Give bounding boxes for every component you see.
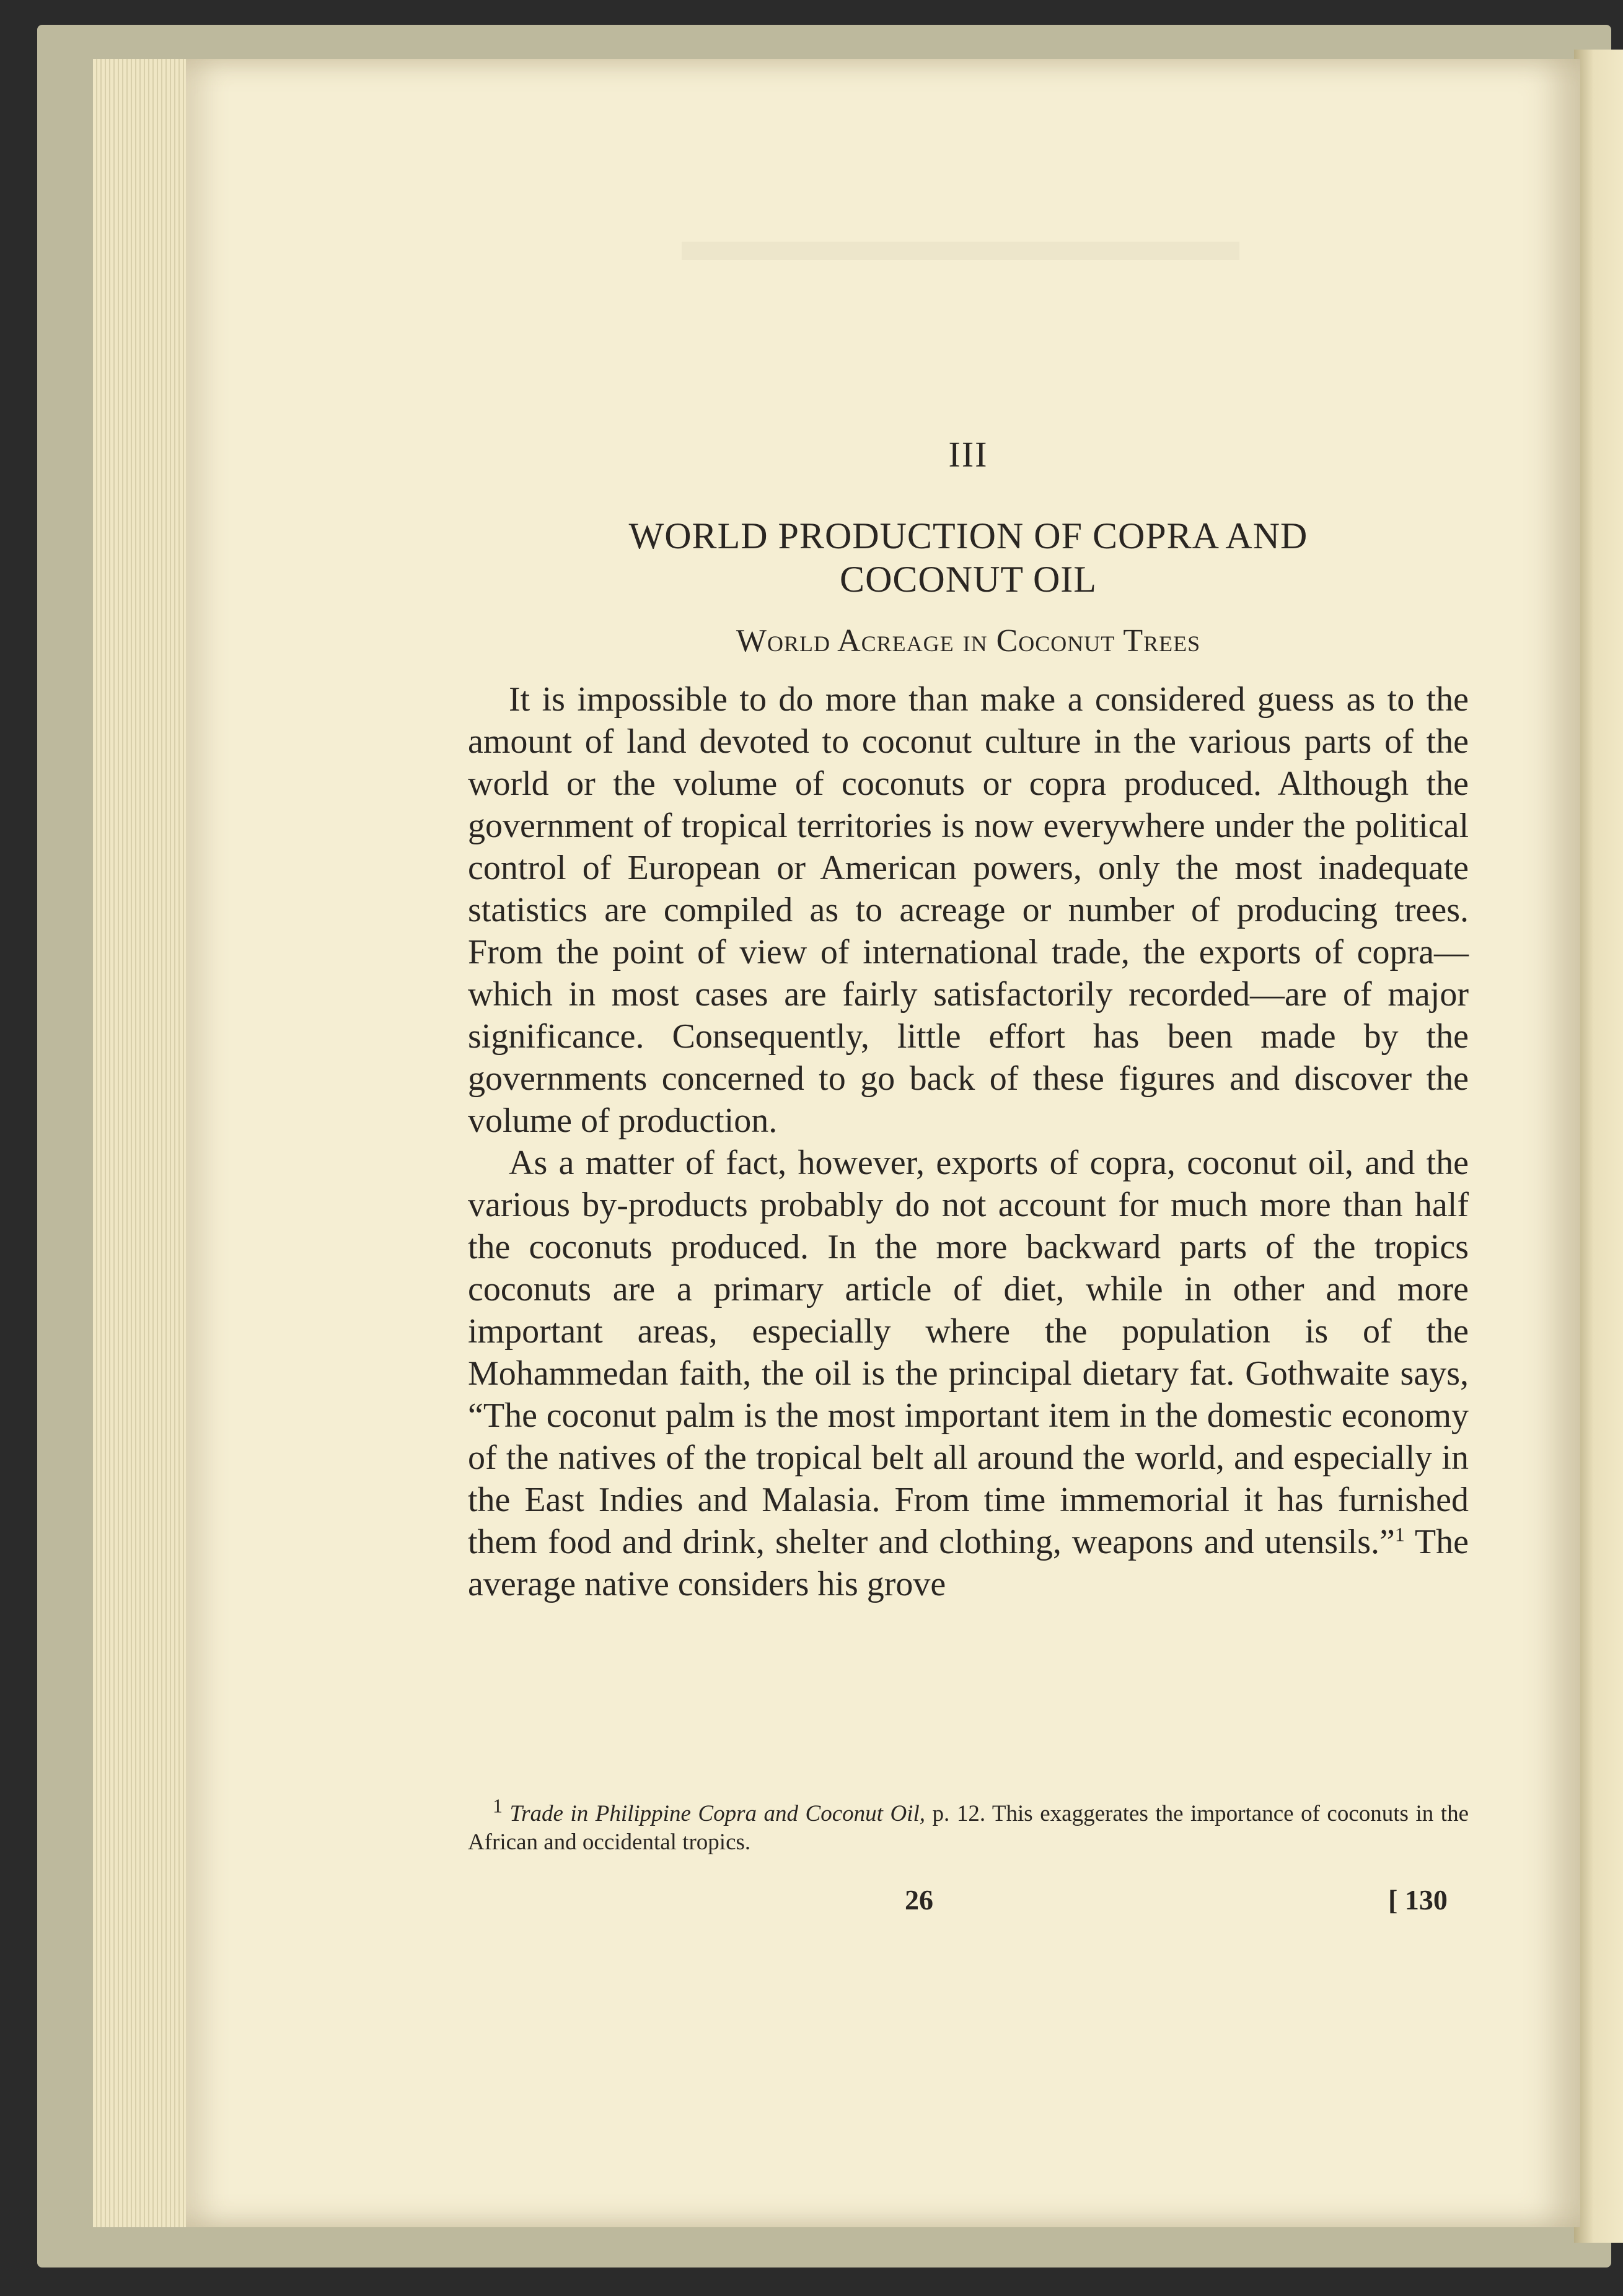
bleed-through [682, 242, 1239, 260]
paragraph-2-text: As a matter of fact, however, exports of copra, coconut oil, and the various by-products probably do not account for much more than half the coconuts produced. In the more backward parts of the tropics coconuts are a primary article of diet, while in other and more important areas, especially where the population is of the Mohammedan faith, the oil is the principal dietary fat. Gothwaite says, “The coconut palm is the most important item in the domestic economy of the natives of the tropical belt all around the world, and especially in the East Indies and Malasia. From time immemorial it has furnished them food and drink, shelter and clothing, weapons and utensils.” [468, 1144, 1469, 1561]
footnote-reference: 1 [1394, 1523, 1405, 1546]
paragraph-1: It is impossible to do more than make a considered guess as to the amount of land devoted to coconut culture in the various parts of the world or the volume of coconuts or copra produced. Although the government of tropical territories is now everywhere under the political control of European or American powers, only the most inadequate statistics are compiled as to acreage or number of producing trees. From the point of view of international trade, the exports of copra—which in most cases are fairly satisfactorily recorded—are of major significance. Consequently, little effort has been made by the governments concerned to go back of these figures and discover the volume of production. [468, 680, 1469, 1140]
chapter-number: III [948, 434, 988, 475]
footnote-source: Trade in Philippine Copra and Coconut Oil, [509, 1801, 925, 1826]
page-code: [ 130 [1388, 1884, 1448, 1916]
page-number: 26 [905, 1884, 933, 1916]
footnote-text [468, 1794, 1469, 1857]
footnote [468, 1794, 1469, 1857]
footnote-body: p. 12. This exaggerates the importance of coconuts in the African and occidental tropics. [468, 1801, 1469, 1855]
footnote-marker: 1 [493, 1794, 503, 1817]
body-text [468, 678, 1469, 1605]
chapter-title-line-2: COCONUT OIL [840, 559, 1097, 600]
section-title: World Acreage in Coconut Trees [736, 623, 1201, 659]
page-edges [93, 59, 198, 2227]
chapter-title-line-1: WORLD PRODUCTION OF COPRA AND [628, 515, 1308, 556]
paragraph-2 [468, 1142, 1469, 1605]
next-page-edge [1574, 50, 1623, 2243]
chapter-title [468, 514, 1469, 601]
paragraph-2-continuation: The average native considers his grove [468, 1523, 1469, 1603]
